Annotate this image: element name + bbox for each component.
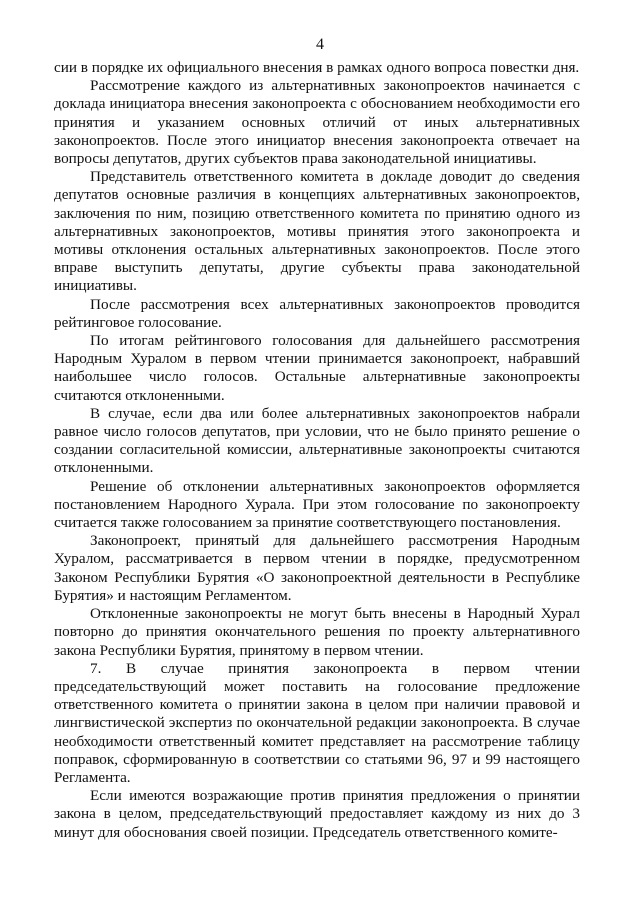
paragraph: После рассмотрения всех альтернативных законопроектов проводится рейтинговое голосование.: [54, 295, 580, 331]
paragraph: Законопроект, принятый для дальнейшего рассмотрения Народным Хуралом, рассматривается в первом чтении в порядке, предусмотренном Законом Республики Бурятия «О законопроектной деятельности в Республике Бурятия» и настоящим Регламентом.: [54, 532, 580, 604]
paragraph-item-7: 7. В случае принятия законопроекта в первом чтении председательствующий может поставить на голосование предложение ответственного комитета о принятии закона в целом при наличии правовой и лингвистической экспертиз по окончательной редакции законопроекта. В случае необходимости ответственный комитет представляет на рассмотрение таблицу поправок, сформированную в соответствии со статьями 96, 97 и 99 настоящего Регламента.: [54, 659, 580, 786]
paragraph: По итогам рейтингового голосования для дальнейшего рассмотрения Народным Хуралом в первом чтении принимается законопроект, набравший наибольшее число голосов. Остальные альтернативные законопроекты считаются отклоненными.: [54, 332, 580, 404]
paragraph: Рассмотрение каждого из альтернативных законопроектов начинается с доклада инициатора внесения законопроекта с обоснованием необходимости его принятия и указанием основных отличий от иных альтернативных законопроектов. После этого инициатор внесения законопроекта отвечает на вопросы депутатов, других субъектов права законодательной инициативы.: [54, 77, 580, 168]
paragraph: Если имеются возражающие против принятия предложения о принятии закона в целом, председательствующий предоставляет каждому из них до 3 минут для обоснования своей позиции. Председатель ответственного комите-: [54, 787, 580, 841]
paragraph: Представитель ответственного комитета в докладе доводит до сведения депутатов основные различия в концепциях альтернативных законопроектов, заключения по ним, позицию ответственного комитета по принятию одного из альтернативных законопроектов, мотивы принятия этого законопроекта и мотивы отклонения остальных альтернативных законопроектов. После этого вправе выступить депутаты, другие субъекты права законодательной инициативы.: [54, 168, 580, 295]
page-number: 4: [316, 36, 324, 53]
paragraph: Решение об отклонении альтернативных законопроектов оформляется постановлением Народного Хурала. При этом голосование по законопроекту считается также голосованием за принятие соответствующего постановления.: [54, 477, 580, 532]
paragraph: Отклоненные законопроекты не могут быть внесены в Народный Хурал повторно до принятия окончательного решения по проекту альтернативного закона Республики Бурятия, принятому в первом чтении.: [54, 605, 580, 659]
document-body: [54, 59, 580, 842]
paragraph: В случае, если два или более альтернативных законопроектов набрали равное число голосов депутатов, при условии, что не было принято решение о создании согласительной комиссии, альтернативные законопроекты считаются отклоненными.: [54, 404, 580, 477]
paragraph-continuation: сии в порядке их официального внесения в рамках одного вопроса повестки дня.: [54, 59, 580, 76]
